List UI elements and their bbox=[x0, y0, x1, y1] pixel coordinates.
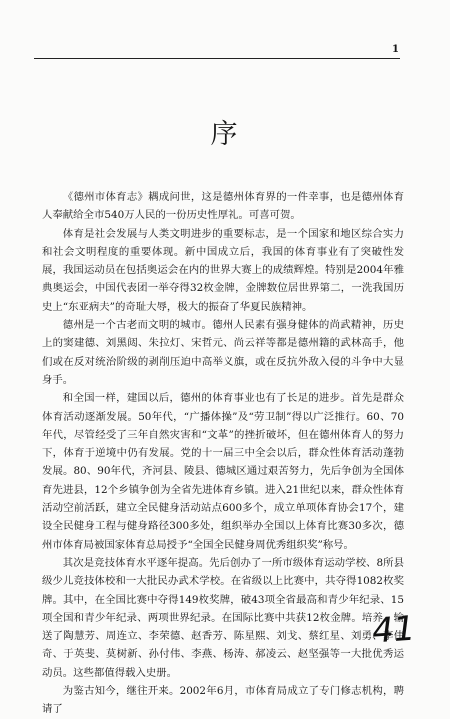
body-text bbox=[42, 188, 404, 719]
paragraph: 为鉴古知今，继往开来。2002年6月，市体育局成立了专门修志机构，聘请了 bbox=[42, 685, 404, 716]
paragraph: 和全国一样，建国以后，德州的体育事业也有了长足的进步。首先是群众体育活动逐渐发展。50年代，“广播体操”及“劳卫制”得以广泛推行。60、70年代，尽管经受了三年自然灾害和“文革”的挫折破坏，但在德州体育人的努力下，体育于逆境中仍有发展。党的十一届三中全会以后，群众性体育活动蓬勃发展。80、90年代，齐河县、陵县、德城区通过艰苦努力，先后争创为全国体育先进县，12个乡镇争创为全省先进体育乡镇。进入21世纪以来，群众性体育活动空前活跃，建立全民健身活动站点600多个，成立单项体育协会17个，建设全民健身工程与健身路径300多处，组织举办全国以上体育比赛30多次，德州市体育局被国家体育总局授予“全国全民健身周优秀组织奖”称号。 bbox=[42, 392, 404, 551]
handwritten-annotation: 41 bbox=[370, 608, 417, 652]
page-number: 1 bbox=[392, 44, 399, 55]
paragraph: 德州是一个古老而文明的城市。德州人民素有强身健体的尚武精神，历史上的窦建德、刘黑闼、朱拉灯、宋哲元、尚云祥等都是德州籍的武林高手，他们或在反对统治阶级的剥削压迫中高举义旗，或在反抗外敌入侵的斗争中大显身手。 bbox=[42, 319, 404, 386]
paragraph: 其次是竞技体育水平逐年提高。先后创办了一所市级体育运动学校、8所县级少儿竞技体校和一大批民办武术学校。在省级以上比赛中，共夺得1082枚奖牌。其中，在全国比赛中夺得149枚奖牌，破43项全省最高和青少年纪录、15项全国和青少年纪录、两项世界纪录。在国际比赛中共获12枚金牌。培养、输送了陶慧芳、周连立、李荣德、赵香芳、陈星熙、刘戈、蔡红星、刘勇、李伟奇、于英斐、莫树新、孙付伟、李燕、杨涛、郝凌云、赵坚强等一大批优秀运动员。这些都值得载入史册。 bbox=[42, 556, 404, 679]
paragraph: 体育是社会发展与人类文明进步的重要标志，是一个国家和地区综合实力和社会文明程度的重要体现。新中国成立后，我国的体育事业有了突破性发展，我国运动员在包括奥运会在内的世界大赛上的成绩辉煌。特别是2004年雅典奥运会，中国代表团一举夺得32枚金牌，金牌数位居世界第二，一洗我国历史上“东亚病夫”的奇耻大辱，极大的振奋了华夏民族精神。 bbox=[42, 227, 404, 313]
page-title: 序 bbox=[210, 119, 240, 150]
header-rule bbox=[34, 58, 400, 59]
paragraph: 《德州市体育志》耦成问世，这是德州体育界的一件幸事，也是德州体育人奉献给全市540万人民的一份历史性厚礼。可喜可贺。 bbox=[42, 191, 404, 222]
